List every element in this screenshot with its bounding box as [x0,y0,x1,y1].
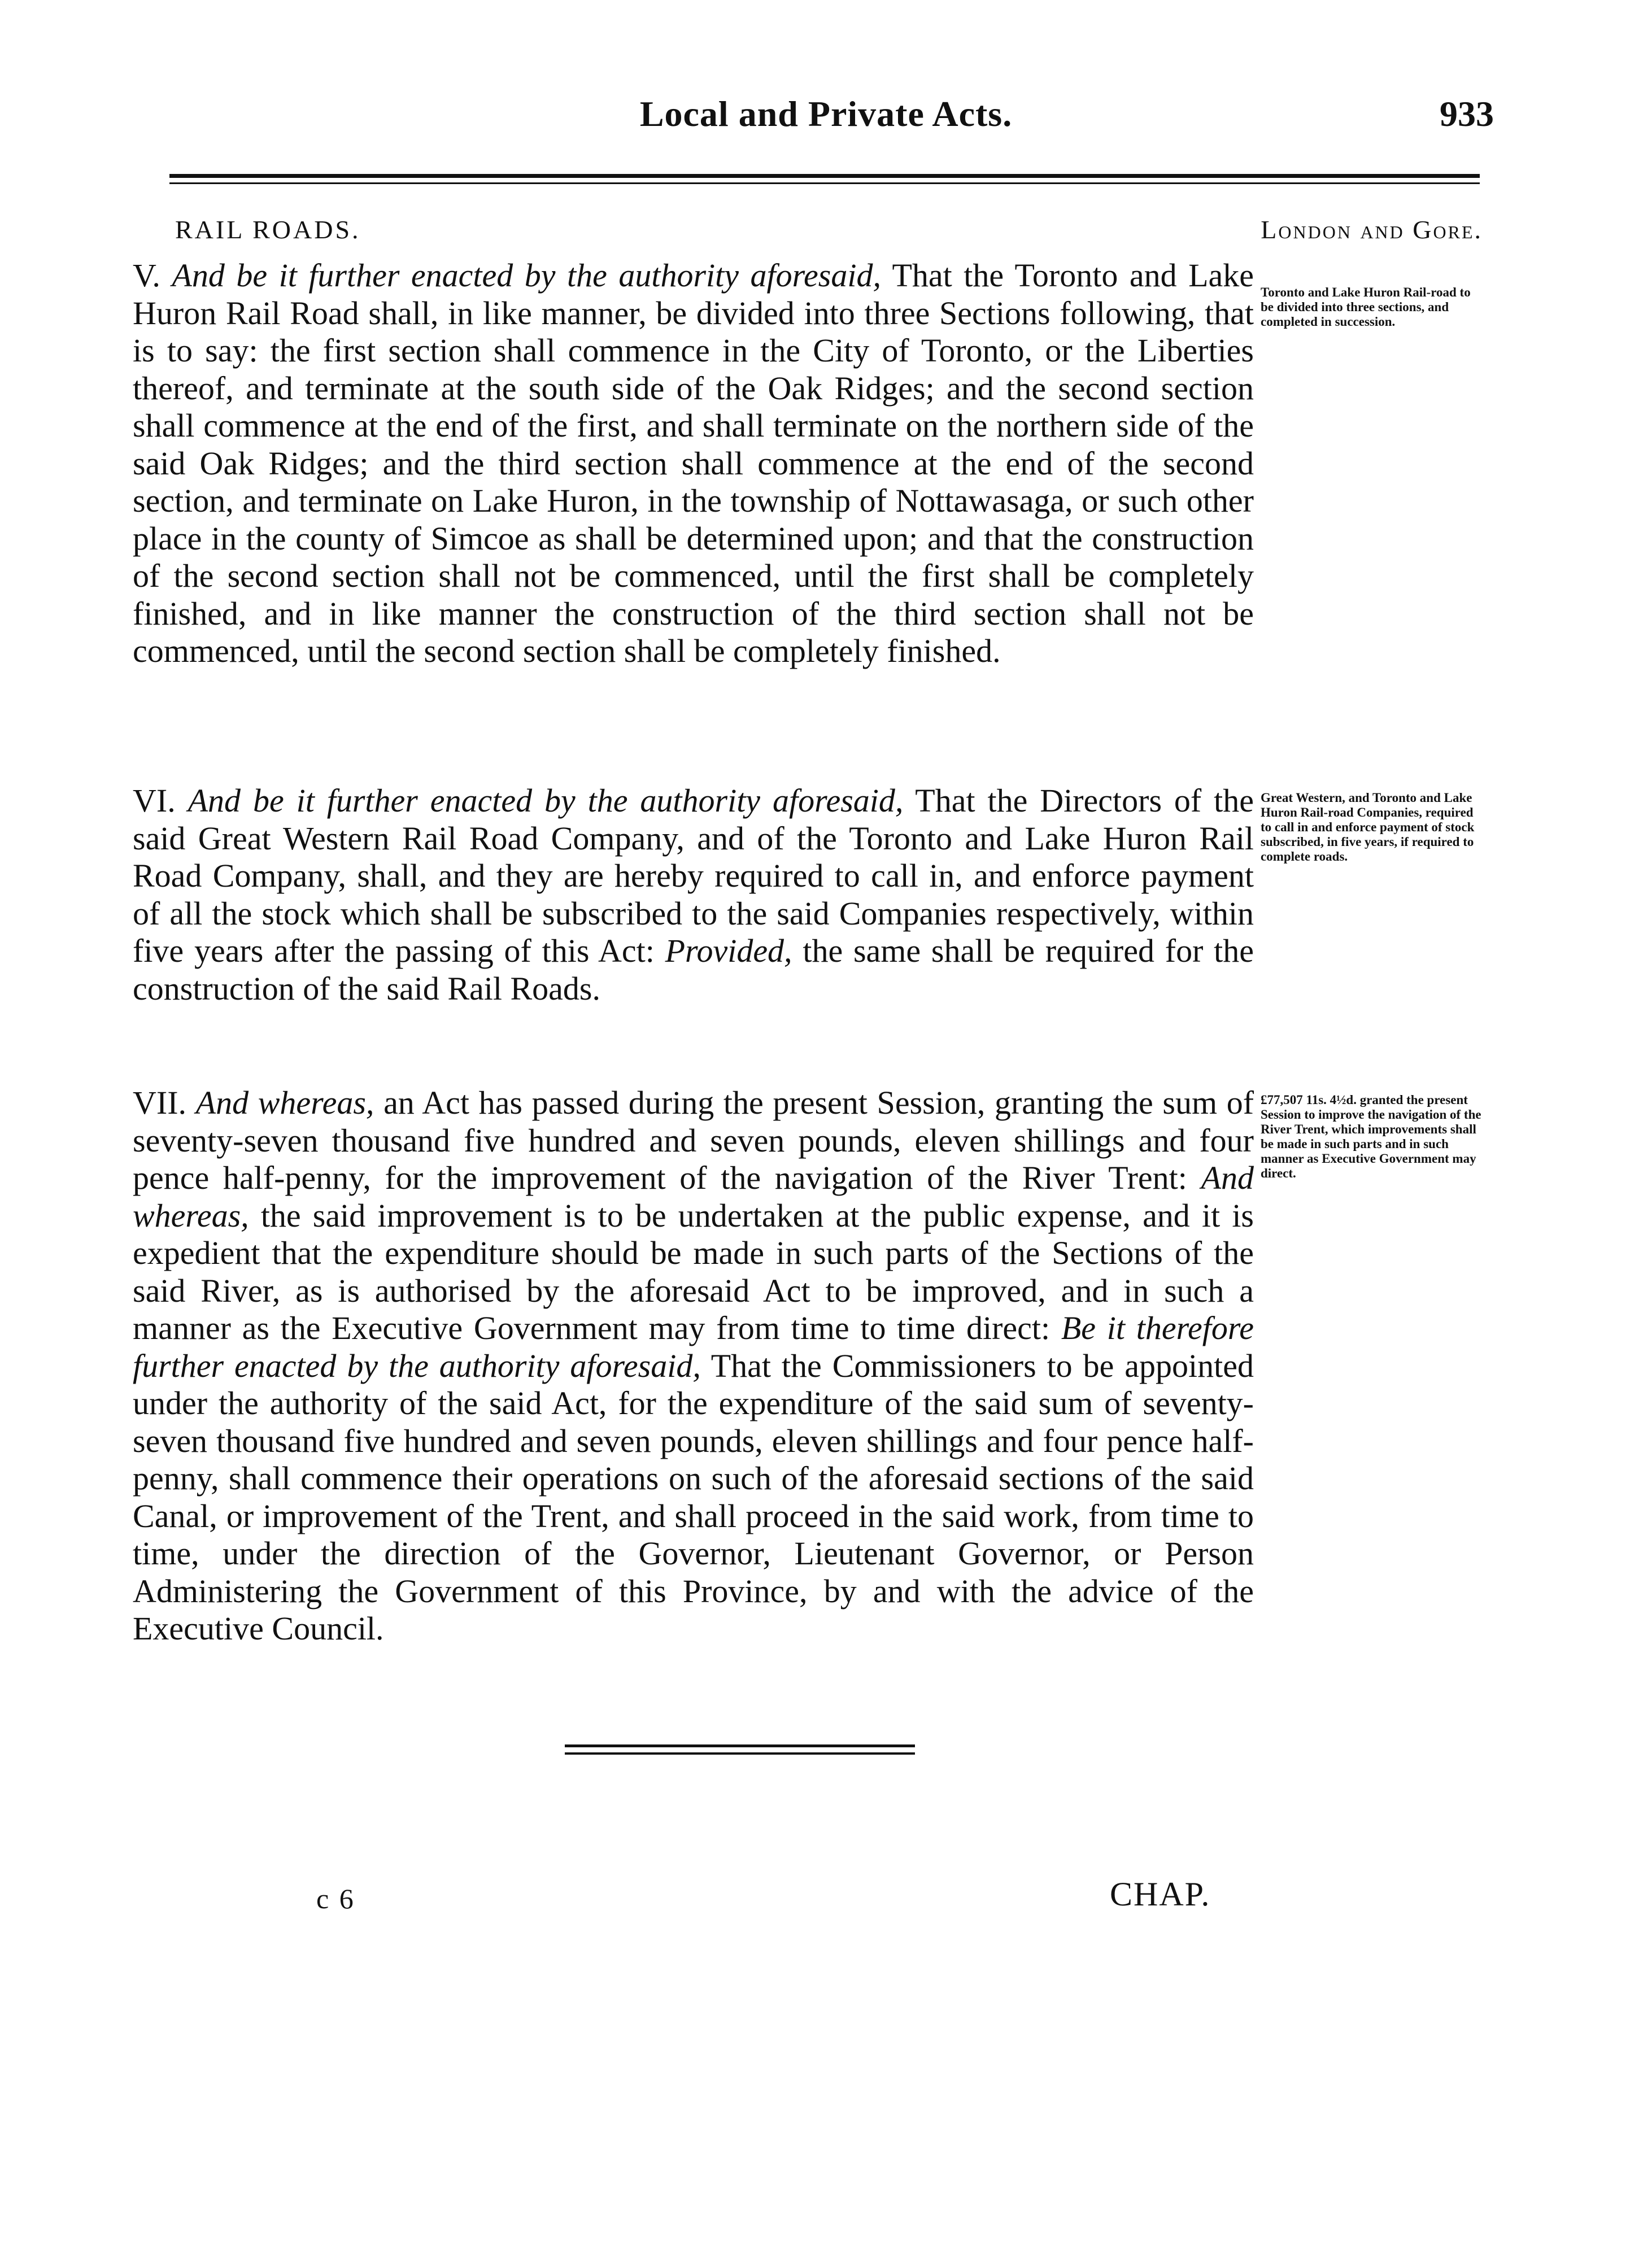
header-rule-thick [169,174,1480,178]
paragraph-vi [133,782,1254,1007]
section-number: VI. [133,782,176,819]
paragraph-vii [133,1084,1254,1648]
section-number: VII. [133,1084,187,1121]
end-rule-thick [565,1744,915,1747]
header-rule-thin [169,182,1480,184]
section-heading-left: RAIL ROADS. [175,215,361,244]
margin-note-vii: £77,507 11s. 4½d. granted the present Session to improve the navigation of the River Trent, which improvements shall be made in such parts and in such manner as Executive Government may direct. [1261,1093,1481,1180]
section-v [133,257,1254,670]
proviso-clause: Provided, [665,932,792,969]
paragraph-text-a: an Act has passed during the present Session, granting the sum of seventy-seven thousand five hundred and seven pounds, eleven shillings and four pence half-penny, for the improvement of the navigation of the River Trent: [133,1084,1254,1196]
catchword: CHAP. [1110,1875,1211,1913]
section-vii [133,1084,1254,1648]
margin-note-vi: Great Western, and Toronto and Lake Huron Rail-road Companies, required to call in and enforce payment of stock subscribed, in five years, if required to complete roads. [1261,791,1475,863]
printer-signature: c 6 [316,1883,355,1914]
page-number: 933 [1440,94,1494,134]
paragraph-v [133,257,1254,670]
enacting-clause: Be it therefore further enacted by the authority aforesaid, [133,1310,1254,1384]
section-vi [133,782,1254,1007]
running-title: Local and Private Acts. [639,94,1013,134]
whereas-clause: And whereas, [195,1084,374,1121]
paragraph-text-c: That the Commissioners to be appointed under the authority of the said Act, for the expenditure of the said sum of seventy-seven thousand five hundred and seven pounds, eleven shillings and four pence half-penny, shall commence their operations on such of the aforesaid sections of the said Canal, or improvement of the Trent, and shall proceed in the said work, from time to time, under the direction of the Governor, Lieutenant Governor, or Person Administering the Government of this Province, by and with the advice of the Executive Council. [133,1347,1254,1647]
margin-note-v: Toronto and Lake Huron Rail-road to be divided into three sections, and completed in succession. [1261,285,1471,329]
section-heading-right: London and Gore. [1261,215,1483,244]
paragraph-text: That the Toronto and Lake Huron Rail Road shall, in like manner, be divided into three Sections following, that is to say: the first section shall commence in the City of Toronto, or the Liberties thereof, and terminate at the south side of the Oak Ridges; and the second section shall commence at the end of the first, and shall terminate on the northern side of the said Oak Ridges; and the third section shall commence at the end of the second section, and terminate on Lake Huron, in the township of Nottawasaga, or such other place in the county of Simcoe as shall be determined upon; and that the construction of the second section shall not be commenced, until the first shall be completely finished, and in like manner the construction of the third section shall not be commenced, until the second section shall be completely finished. [133,257,1254,669]
enacting-clause: And be it further enacted by the authority aforesaid, [188,782,904,819]
paragraph-text-b: the said improvement is to be undertaken at the public expense, and it is expedient that the expenditure should be made in such parts of the Sections of the said River, as is authorised by the aforesaid Act to be improved, and in such a manner as the Executive Government may from time to time direct: [133,1197,1254,1346]
paragraph-text: That the Directors of the said Great Western Rail Road Company, and of the Toronto and Lake Huron Rail Road Company, shall, and they are hereby required to call in, and enforce payment of all the stock which shall be subscribed to the said Companies respectively, within five years after the passing of this Act: [133,782,1254,969]
whereas-clause-second: And whereas, [133,1159,1254,1234]
end-rule-thin [565,1752,915,1755]
section-number: V. [133,257,160,294]
enacting-clause: And be it further enacted by the authority aforesaid, [172,257,881,294]
proviso-text: the same shall be required for the construction of the said Rail Roads. [133,932,1254,1007]
